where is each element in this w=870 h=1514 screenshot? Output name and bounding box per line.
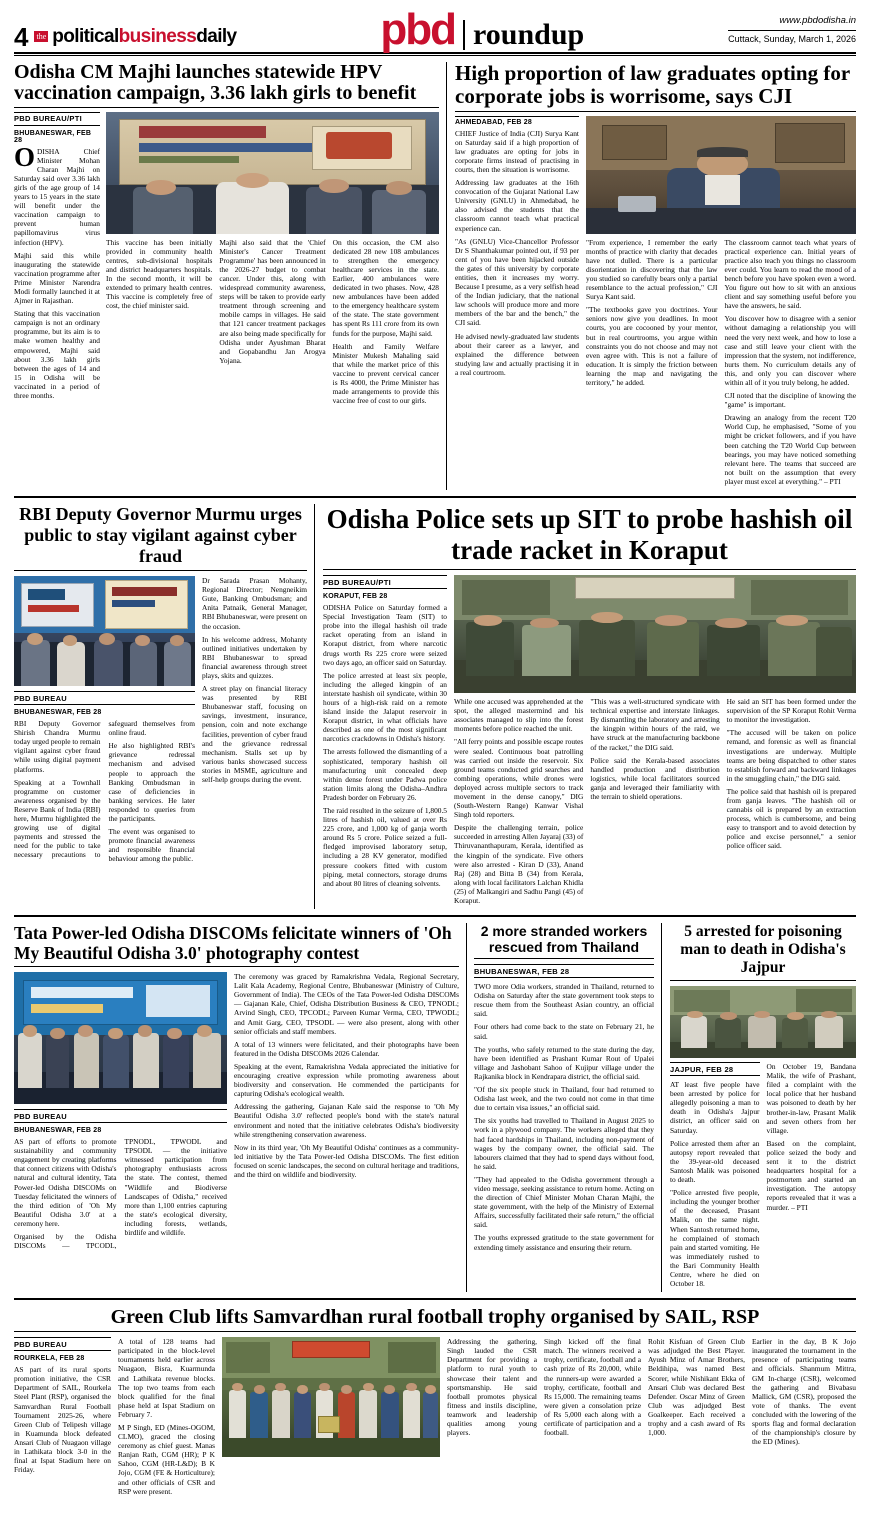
paragraph: The police said that hashish oil is prepared from ganja leaves. "The hashish oil or cannabis oil is prepared by an extraction process, which is cumbersome, and being easy to transport and to avoid detection by police and excise personnel," a senior police officer said. (726, 786, 856, 851)
paragraph: The classroom cannot teach what years of practical experience can. Initial years of practice also teach you things no classroom ever could. You learn to read the mood of a bench before you have spoken even a word. You figure out how to sit with an anxious client and say something useful before you have the answers, he said. (724, 237, 856, 311)
article-thailand (466, 923, 661, 1292)
byline-sail: PBD BUREAU (14, 1337, 111, 1351)
paragraph: He said an SIT has been formed under the supervision of the SP Koraput Rohit Verma to monitor the investigation. (726, 697, 856, 725)
paragraph: AT least five people have been arrested by police for allegedly poisoning a man to death in Odisha's Jajpur district, an officer said on Saturday. (670, 1080, 760, 1135)
article-hpv (14, 62, 446, 490)
dateline-cji: AHMEDABAD, FEB 28 (455, 116, 579, 126)
paragraph: On October 19, Bandana Malik, the wife of Prashant, filed a complaint with the local police that her husband was poisoned to death by her brother-in-law, Prasant Malik and seven others from her village. (766, 1062, 856, 1135)
paragraph: "Of the six people stuck in Thailand, four had returned to Odisha last week, and the two could not come in that time due to certain visa issues," an official said. (474, 1085, 654, 1113)
photo-hpv-launch (106, 112, 439, 234)
dateline-jajpur: JAJPUR, FEB 28 (670, 1062, 760, 1076)
paragraph: The police arrested at least six people, including the alleged kingpin of an interstate hashish oil syndicate, within 30 hours of a high-risk raid on a remote island inside the Jalaput reservoir in Koraput district, in what officials have described as one of the most significant narcotics crackdowns in Odisha's history. (323, 670, 447, 744)
paragraph: Dr Sarada Prasan Mohanty, Regional Director; Nengneikim Gute, Banking Ombudsman; and Anita Patnaik, General Manager, RBI Bhubaneswar, were present on the occasion. (202, 576, 307, 631)
byline-discom: PBD BUREAU (14, 1109, 227, 1123)
third-section (14, 923, 856, 1292)
logo-the: the (36, 32, 47, 42)
paragraph: He advised newly-graduated law students about their career as a lawyer, and explained the difference between studying law and actually practising it in a real courtroom. (455, 331, 579, 377)
paragraph: This vaccine has been initially provided in community health centres, sub-divisional hospitals and district headquarters hospitals. In the second month, it will be extended to primary health centres. This vaccine is completely free of cost, the chief minister said. (106, 237, 213, 311)
second-section (14, 504, 856, 909)
dateline-rbi: BHUBANESWAR, FEB 28 (14, 709, 102, 717)
paragraph: Four others had come back to the state on February 21, he said. (474, 1022, 654, 1041)
page-number: 4 (14, 21, 29, 52)
paragraph: "As (GNLU) Vice-Chancellor Professor Dr S Shanthakumar pointed out, if 93 per cent of you have been hijacked outside the gates of this university by corporate entities, then it increases my worry. Because I presume, as a very selfish head of the Indian judiciary, that the national law schools will produce more and more members of the bar and the bench," the CJI said. (455, 236, 579, 328)
paragraph: ODISHA Chief Minister Mohan Charan Majhi on Saturday said over 3.36 lakh girls of the age group of 14 years to 15 years in the state will benefit under the vaccination campaign to prevent human papillomavirus virus infection (HPV). (14, 141, 100, 247)
paragraph: While one accused was apprehended at the spot, the alleged mastermind and his associates managed to slip into the forest moments before police reached the unit. (454, 697, 584, 734)
paragraph: Despite the challenging terrain, police succeeded in arresting Allen Jayaraj (33) of Thiruvananthapuram, Kerala, identified as the kingpin of the syndicate. Five others were also arrested - Kiran D (33), Anand Raj (28) and Bitta B (34) from Kerala, along with local facilitators Lalchan Khidla (25) of Malkangiri and Sadhu Pangi (45) of Koraput. (454, 823, 584, 905)
paragraph: Speaking at a Townhall programme on customer awareness organised by the Reserve Bank of India (RBI) here, Murmu highlighted the growing use of digital payments and stressed the need for the public to take necessary precautions to safeguard themselves from online fraud. (14, 719, 195, 860)
paragraph: Speaking at the event, Ramakrishna Vedala appreciated the initiative for encouraging creative expression while promoting awareness about biodiversity and conservation. He commended the participants for capturing Odisha's ecological wealth. (234, 1061, 459, 1099)
paragraph: A total of 128 teams had participated in the block-level tournaments held earlier across Nuagaon, Bisra, Kuarmunda and Lathikata revenue blocks. The top two teams from each block qualified for the final phase held at Ispat Stadium on February 7. (118, 1337, 215, 1419)
paragraph: "Police arrested five people, including the younger brother of the deceased, Prasant Malik, on the same night. When Santosh returned home, he complained of stomach pain and started vomiting. He was immediately rushed to the Bari Community Health Centre, where he died on October 18. (670, 1188, 760, 1289)
paragraph: M P Singh, ED (Mines-OGOM, CLMO), graced the closing ceremony as chief guest. Manas Ranjan Rath, CGM (HR); P K Sahoo, CGM (HR-L&D); B K Jojo, CGM (FE & Horticulture); and other officials of CSR and RSP were present. (118, 1423, 215, 1496)
paragraph: "This was a well-structured syndicate with technical expertise and interstate linkages. By dismantling the laboratory and arresting the kingpin within hours of the raid, we have struck at the manufacturing backbone of the racket," the DIG said. (590, 697, 720, 752)
paragraph: He also highlighted RBI's grievance redressal mechanism and advised people to approach the Banking Ombudsman in case of deficiencies in banking services. He later responded to queries from the participants. (108, 741, 195, 823)
article-jajpur (661, 923, 856, 1292)
paragraph: CHIEF Justice of India (CJI) Surya Kant on Saturday said if a high proportion of law graduates are opting for jobs in corporate firms instead of practising in courts, then the situation is worrisome. (455, 128, 579, 174)
photo-sit-police (454, 575, 856, 693)
section-divider (14, 915, 856, 917)
article-sit (314, 504, 856, 909)
paragraph: "They had appealed to the Odisha government through a video message, seeking assistance to return home. Acting on the direction of Chief Minister Mohan Charan Majhi, the state government, with the help of the Ministry of External Affairs, successfully facilitated their safe return," the official said. (474, 1174, 654, 1230)
dateline-discom: BHUBANESWAR, FEB 28 (14, 1127, 102, 1135)
byline-rbi: PBD BUREAU (14, 691, 195, 705)
paragraph: CJI noted that the discipline of knowing the "game" is important. (724, 391, 856, 410)
pbd-logo: pbd (380, 5, 456, 54)
byline-sit: PBD BUREAU/PTI (323, 575, 447, 589)
logo-business: business (118, 25, 197, 47)
paragraph: The six youths had travelled to Thailand in August 2025 to work in a plywood company. The workers alleged that they had faced hardships in Thailand, including non-payment of wages by the company owner, the official said. The labourers claimed that they had to spend days without food, he said. (474, 1116, 654, 1171)
paragraph: ODISHA Police on Saturday formed a Special Investigation Team (SIT) to probe into the illegal hashish oil trade racket operating from an island in Koraput district, from where narcotic drugs worth Rs 225 crore were seized two days ago, an officer said on Saturday. (323, 603, 447, 667)
paragraph: The youths expressed gratitude to the state government for extending timely assistance and ensuring their return. (474, 1233, 654, 1252)
website-url: www.pbdodisha.in (779, 14, 856, 26)
dateline-sail: ROURKELA, FEB 28 (14, 1355, 85, 1363)
paragraph: On this occasion, the CM also dedicated 28 new 108 ambulances to strengthen the emergency healthcare services in the state. Earlier, 400 ambulances were dedicated in two phases. Now, 428 new ambulances have been added to the emergency healthcare system of the state. The state government has spent Rs 111 crore from its own funds for the purpose, Majhi said. (332, 237, 439, 338)
article-discom (14, 923, 466, 1292)
byline-hpv: PBD BUREAU/PTI (14, 112, 100, 126)
article-rbi (14, 504, 314, 909)
photo-discom-felicitation (14, 972, 227, 1104)
paragraph: "From experience, I remember the early months of practice with clarity that decades have not dulled. There is a particular disorientation in discovering that the law you studied so carefully bears only a partial resemblance to the actual profession," CJI Surya Kant said. (586, 237, 718, 302)
paragraph: The ceremony was graced by Ramakrishna Vedala, Regional Secretary, Lalit Kala Academy, Regional Centre, Bhubaneswar (Ministry of Culture, Government of India). The CEOs of the Tata Power-led Odisha DISCOMs — Gajanan Kale, Chief, Odisha Distribution Business & CEO, TPNODL; Arvind Singh, CEO, TPCODL; Parveen Kumar Verma, CEO, TPWODL; and Amit Garg, CEO, TPSODL — were also present, along with other senior officials and staff members. (234, 972, 459, 1036)
paragraph: Singh kicked off the final match. The winners received a trophy, certificate, football and a cash prize of Rs 20,000, while the runners-up were awarded a trophy, certificate, football and Rs 15,000. The remaining teams were given a consolation prize of Rs 5,000 each along with a certificate of participation and a football. (544, 1337, 641, 1438)
paragraph: TWO more Odia workers, stranded in Thailand, returned to Odisha on Saturday after the state government took steps to rescue them from the Southeast Asian country, an official said. (474, 982, 654, 1019)
publication-logo (34, 26, 236, 50)
headline-sit: Odisha Police sets up SIT to probe hashish oil trade racket in Koraput (323, 504, 856, 570)
headline-rbi: RBI Deputy Governor Murmu urges public to stay vigilant against cyber fraud (14, 504, 307, 571)
paragraph: A total of 13 winners were felicitated, and their photographs have been featured in the Odisha DISCOMs 2026 Calendar. (234, 1039, 459, 1058)
paragraph: Addressing law graduates at the 16th convocation of the Gujarat National Law University (GNLU) in Ahmedabad, he also advised the students that the classroom cannot teach what practical experience can. (455, 178, 579, 233)
section-title: roundup (463, 20, 584, 50)
photo-sail-football (222, 1337, 440, 1457)
headline-jajpur: 5 arrested for poisoning man to death in Odisha's Jajpur (670, 923, 856, 981)
paragraph: Addressing the gathering, Singh lauded the CSR Department for providing a platform to rural youth to showcase their talent and sportsmanship. He said football promotes physical fitness and instils discipline, teamwork and leadership qualities among young players. (447, 1337, 537, 1438)
paragraph: Organised by the Odisha DISCOMs — TPCODL, TPNODL, TPWODL and TPSODL — the initiative witnessed participation from photography enthusiasts across the state. The contest, themed "Wildlife and Biodiverse Landscapes of Odisha," received more than 1,100 entries capturing the state's ecological diversity, including forests, wetlands, birdlife and wildlife. (14, 1137, 227, 1251)
paragraph: A street play on financial literacy was presented by RBI Bhubaneswar staff, focusing on savings, investment, insurance, pension, coin and note exchange facilities, prevention of cyber fraud and the grievance redressal mechanism. Stalls set up by various banks showcased success stories in MSME, agriculture and self-help groups during the event. (202, 684, 307, 784)
paragraph: Majhi also said that the 'Chief Minister's Cancer Treatment Programme' has been announced in the 2026-27 budget to combat cancer. Under this, along with widespread community awareness, steps will be taken to provide early treatment through screening and mobile camps in villages. He said that 121 cancer treatment packages are also being made specifically for Odisha under Ayushman Bharat and Gopabandhu Jan Arogya Yojana. (219, 237, 326, 365)
paragraph: Majhi said this while inaugurating the statewide vaccination programme after Prime Minister Narendra Modi formally launched it at Ajmer in Rajasthan. (14, 250, 100, 306)
paragraph: "The textbooks gave you doctrines. Your seniors now give you deadlines. In moot courts, you are cocooned by your mentor, but in real courtrooms, you argue within constraints you do not choose and may not even agree with. This is not a failure of education. It is simply the friction between learning the map and navigating the territory," he added. (586, 305, 718, 387)
paragraph: AS part of its rural sports promotion initiative, the CSR Department of SAIL, Rourkela Steel Plant (RSP), organised the Samvardhan Rural Football Tournament 2025-26, where Green Club of Telipesh village in Kuamunda block defeated Ansari Club of Nuagaon village in Lathikata block 3-0 in the final at Ispat Stadium here on Friday. (14, 1365, 111, 1475)
paragraph: Earlier in the day, B K Jojo inaugurated the tournament in the presence of participating teams and officials. Shanmum Mittra, GM In-charge (CSR), welcomed the gathering and Bivabasu Mallick, GM (CSR), proposed the vote of thanks. The event concluded with the lowering of the sports flag and formal declaration of the championship's closure by the ED (Mines). (752, 1337, 856, 1447)
paragraph: Addressing the gathering, Gajanan Kale said the response to 'Oh My Beautiful Odisha 3.0' reflected people's bond with the state's natural environment and noted that the initiative celebrates Odisha's biodiversity while strengthening conservation awareness. (234, 1102, 459, 1139)
photo-jajpur-arrest (670, 986, 856, 1058)
paragraph: AS part of efforts to promote sustainability and community engagement by creating platforms that connect citizens with Odisha's natural and cultural identity, Tata Power-led Odisha DISCOMs on Tuesday felicitated the winners of the third edition of 'Oh My Beautiful Odisha 3.0' at a ceremony here. (14, 1137, 117, 1228)
photo-cji (586, 116, 856, 234)
section-masthead (237, 5, 729, 54)
headline-discom: Tata Power-led Odisha DISCOMs felicitate winners of 'Oh My Beautiful Odisha 3.0' photography contest (14, 923, 459, 967)
section-divider (14, 496, 856, 498)
paragraph: The event was organised to promote financial awareness and responsible financial behaviour among the public. (108, 827, 195, 864)
article-sail (14, 1306, 856, 1500)
paragraph: Police said the Kerala-based associates handled production and distribution logistics, while local facilitators sourced ganja and leveraged their familiarity with the terrain to shield operations. (590, 755, 720, 801)
paragraph: In his welcome address, Mohanty outlined initiatives undertaken by RBI Bhubaneswar to spread financial awareness through street plays, skits and quizzes. (202, 634, 307, 680)
paragraph: "The accused will be taken on police remand, and forensic as well as financial investigations are underway. Multiple teams are being dispatched to other states to establish forward and backward linkages in the smuggling chain," the DIG said. (726, 728, 856, 783)
paragraph: Drawing an analogy from the recent T20 World Cup, he emphasised, "Some of you might be cricket followers, and if you have been catching the T20 World Cup between bearings, you may have noticed something relevant here. The teams that succeed are not built on the assumption that every player must excel at everything." – PTI (724, 413, 856, 486)
paragraph: Health and Family Welfare Minister Mukesh Mahaling said that while the market price of this vaccine to prevent cervical cancer is Rs 4000, the Prime Minister has made arrangements to provide this vaccine free of cost to our girls. (332, 341, 439, 406)
paragraph: Police arrested them after an autopsy report revealed that the 39-year-old deceased Santosh Malik was poisoned to death. (670, 1138, 760, 1185)
headline-hpv: Odisha CM Majhi launches statewide HPV vaccination campaign, 3.36 lakh girls to benefit (14, 62, 439, 108)
edition-date: Cuttack, Sunday, March 1, 2026 (728, 30, 856, 47)
paragraph: Rohit Kisfuan of Green Club was adjudged the Best Player. Ayush Minz of Amar Brothers, Beldihipa, was named Best Scorer, while Nishikant Ekka of Ansari Club was declared Best Defender. Oscar Minz of Green Club was adjudged Best Goalkeeper. Each received a trophy and a cash award of Rs 1,000. (648, 1337, 745, 1438)
headline-sail: Green Club lifts Samvardhan rural football trophy organised by SAIL, RSP (14, 1306, 856, 1332)
headline-cji: High proportion of law graduates opting for corporate jobs is worrisome, says CJI (455, 62, 856, 112)
paragraph: The arrests followed the dismantling of a sophisticated, temporary hashish oil manufacturing unit concealed deep within dense forest under Padwa police station limits along the Odisha–Andhra Pradesh border on February 26. (323, 747, 447, 802)
masthead (14, 5, 856, 54)
dateline-sit: KORAPUT, FEB 28 (323, 593, 388, 601)
paragraph: RBI Deputy Governor Shirish Chandra Murmu today urged people to remain vigilant against cyber fraud while using digital payment platforms. (14, 719, 101, 774)
masthead-meta (728, 14, 856, 50)
paragraph: Now in its third year, 'Oh My Beautiful Odisha' continues as a community-led initiative by the Tata Power-led Odisha DISCOMs. The first edition focused on scenic landscapes, the second on cultural heritage and traditions, and the third on wildlife and biodiversity. (234, 1142, 459, 1179)
dateline-hpv: BHUBANESWAR, FEB 28 (14, 129, 92, 144)
paragraph: Based on the complaint, police seized the body and sent it to the district headquarters hospital for a postmortem and started an investigation. The autopsy reports revealed that it was a murder. – PTI (766, 1138, 856, 1212)
logo-political: political (52, 25, 119, 47)
paragraph: "All ferry points and possible escape routes were sealed. Continuous boat patrolling was carried out inside the reservoir. Six ground teams conducted grid searches and combing operations, while drones were deployed across multiple sectors to track movement in the dense canopy," DIG (South-Western Range) Kanwar Vishal Singh told reporters. (454, 737, 584, 820)
paragraph: The youths, who safely returned to the state during the day, have been identified as Prashant Kumar Rout of Upalei village and Jashobant Sahoo of Kujipur village under the Rajkanika block in Kendrapara district, the official said. (474, 1044, 654, 1081)
section-divider (14, 1298, 856, 1300)
dateline-thailand: BHUBANESWAR, FEB 28 (474, 964, 654, 978)
logo-daily: daily (196, 25, 237, 47)
paragraph: Stating that this vaccination campaign is not an ordinary programme, but its aim is to make women healthy and empowered, Majhi said about 3.36 lakh girls between the ages of 14 and 15 in Odisha will be vaccinated in a period of three months. (14, 309, 100, 401)
top-section (14, 62, 856, 490)
photo-rbi-townhall (14, 576, 195, 686)
article-cji (446, 62, 856, 490)
paragraph: The raid resulted in the seizure of 1,800.5 litres of hashish oil, valued at over Rs 225 crore, and 1,000 kg of ganja worth around Rs 5 crore. Police seized a full-fledged improvised laboratory setup, including a 28 KV generator, modified pressure cookers fitted with custom piping, metal connectors, storage drums and about 80 litres of cleaning solvents. (323, 806, 447, 888)
paragraph: You discover how to disagree with a senior without damaging a relationship you will need the very next week, and how to lose a case and still leave your client with the impression that the system, not indifference, hurts them. No curriculum details any of this, and only you can discover where within all of it you truly belong, he added. (724, 314, 856, 387)
headline-thailand: 2 more stranded workers rescued from Thailand (474, 923, 654, 959)
